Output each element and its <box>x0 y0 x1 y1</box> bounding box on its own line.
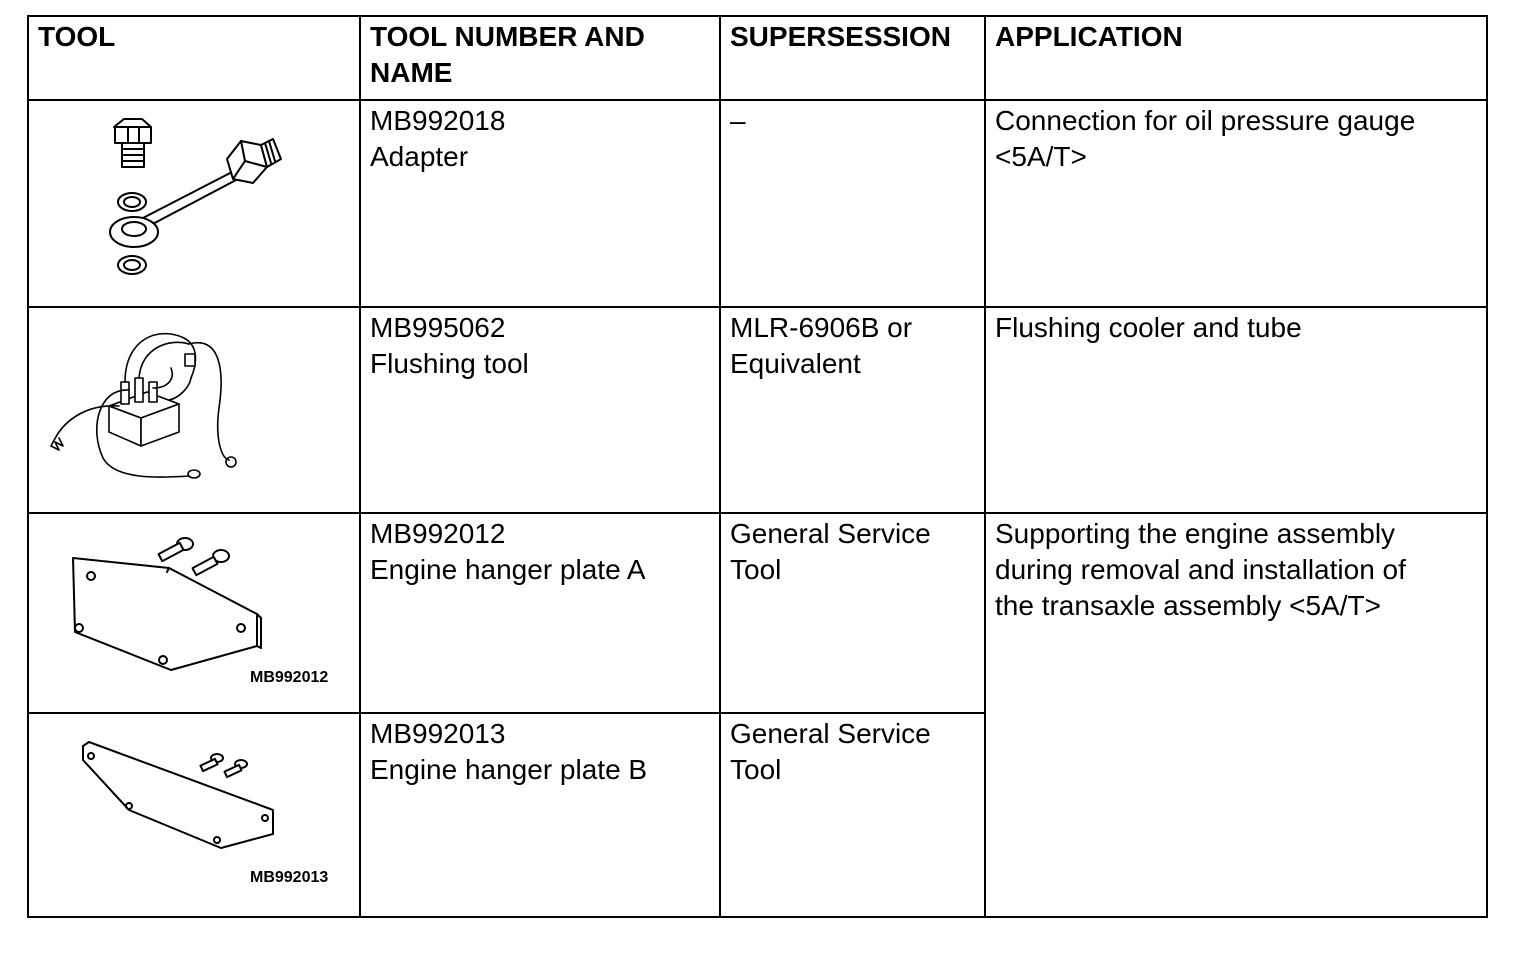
header-tool-number-and-name <box>360 16 720 100</box>
supersession-cell <box>720 713 985 917</box>
supersession-line: – <box>730 105 746 136</box>
application-line: Flushing cooler and tube <box>995 312 1302 343</box>
tool-number-name-cell <box>360 100 720 307</box>
tool-name: Engine hanger plate B <box>370 754 648 785</box>
header-tool-number-line2: NAME <box>370 57 453 88</box>
application-line: during removal and installation of <box>995 554 1406 585</box>
tool-name: Adapter <box>370 141 469 172</box>
supersession-line: General Service <box>730 718 931 749</box>
figure-label: MB992012 <box>250 669 329 686</box>
supersession-line: MLR-6906B or <box>730 312 913 343</box>
header-tool-number-line1: TOOL NUMBER AND <box>370 21 645 52</box>
figure-label: MB992013 <box>250 869 329 886</box>
supersession-line: General Service <box>730 518 931 549</box>
application-cell <box>985 100 1487 307</box>
application-line: Supporting the engine assembly <box>995 518 1396 549</box>
supersession-line: Tool <box>730 754 782 785</box>
flushing-tool-illustration-icon <box>29 308 359 512</box>
header-application: APPLICATION <box>985 16 1487 100</box>
supersession-cell <box>720 307 985 513</box>
tool-image-cell <box>28 713 360 917</box>
tool-number-name-cell <box>360 513 720 713</box>
application-line: Connection for oil pressure gauge <box>995 105 1416 136</box>
tool-number: MB992013 <box>370 718 506 749</box>
header-supersession: SUPERSESSION <box>720 16 985 100</box>
tool-image-cell <box>28 307 360 513</box>
tool-name: Engine hanger plate A <box>370 554 646 585</box>
adapter-illustration-icon <box>29 101 359 306</box>
table-row <box>28 307 1487 513</box>
tool-number: MB992012 <box>370 518 506 549</box>
tool-image-cell <box>28 513 360 713</box>
tool-number: MB995062 <box>370 312 506 343</box>
tool-number-name-cell <box>360 307 720 513</box>
supersession-cell <box>720 513 985 713</box>
tool-number-name-cell <box>360 713 720 917</box>
special-tools-table <box>27 15 1488 918</box>
header-tool: TOOL <box>28 16 360 100</box>
application-line: <5A/T> <box>995 141 1087 172</box>
supersession-line: Tool <box>730 554 782 585</box>
application-line: the transaxle assembly <5A/T> <box>995 590 1381 621</box>
application-cell <box>985 307 1487 513</box>
tool-name: Flushing tool <box>370 348 529 379</box>
supersession-cell <box>720 100 985 307</box>
supersession-line: Equivalent <box>730 348 861 379</box>
tool-number: MB992018 <box>370 105 506 136</box>
table-row <box>28 100 1487 307</box>
header-row <box>28 16 1487 100</box>
application-cell <box>985 513 1487 917</box>
table-row <box>28 513 1487 713</box>
tool-image-cell <box>28 100 360 307</box>
